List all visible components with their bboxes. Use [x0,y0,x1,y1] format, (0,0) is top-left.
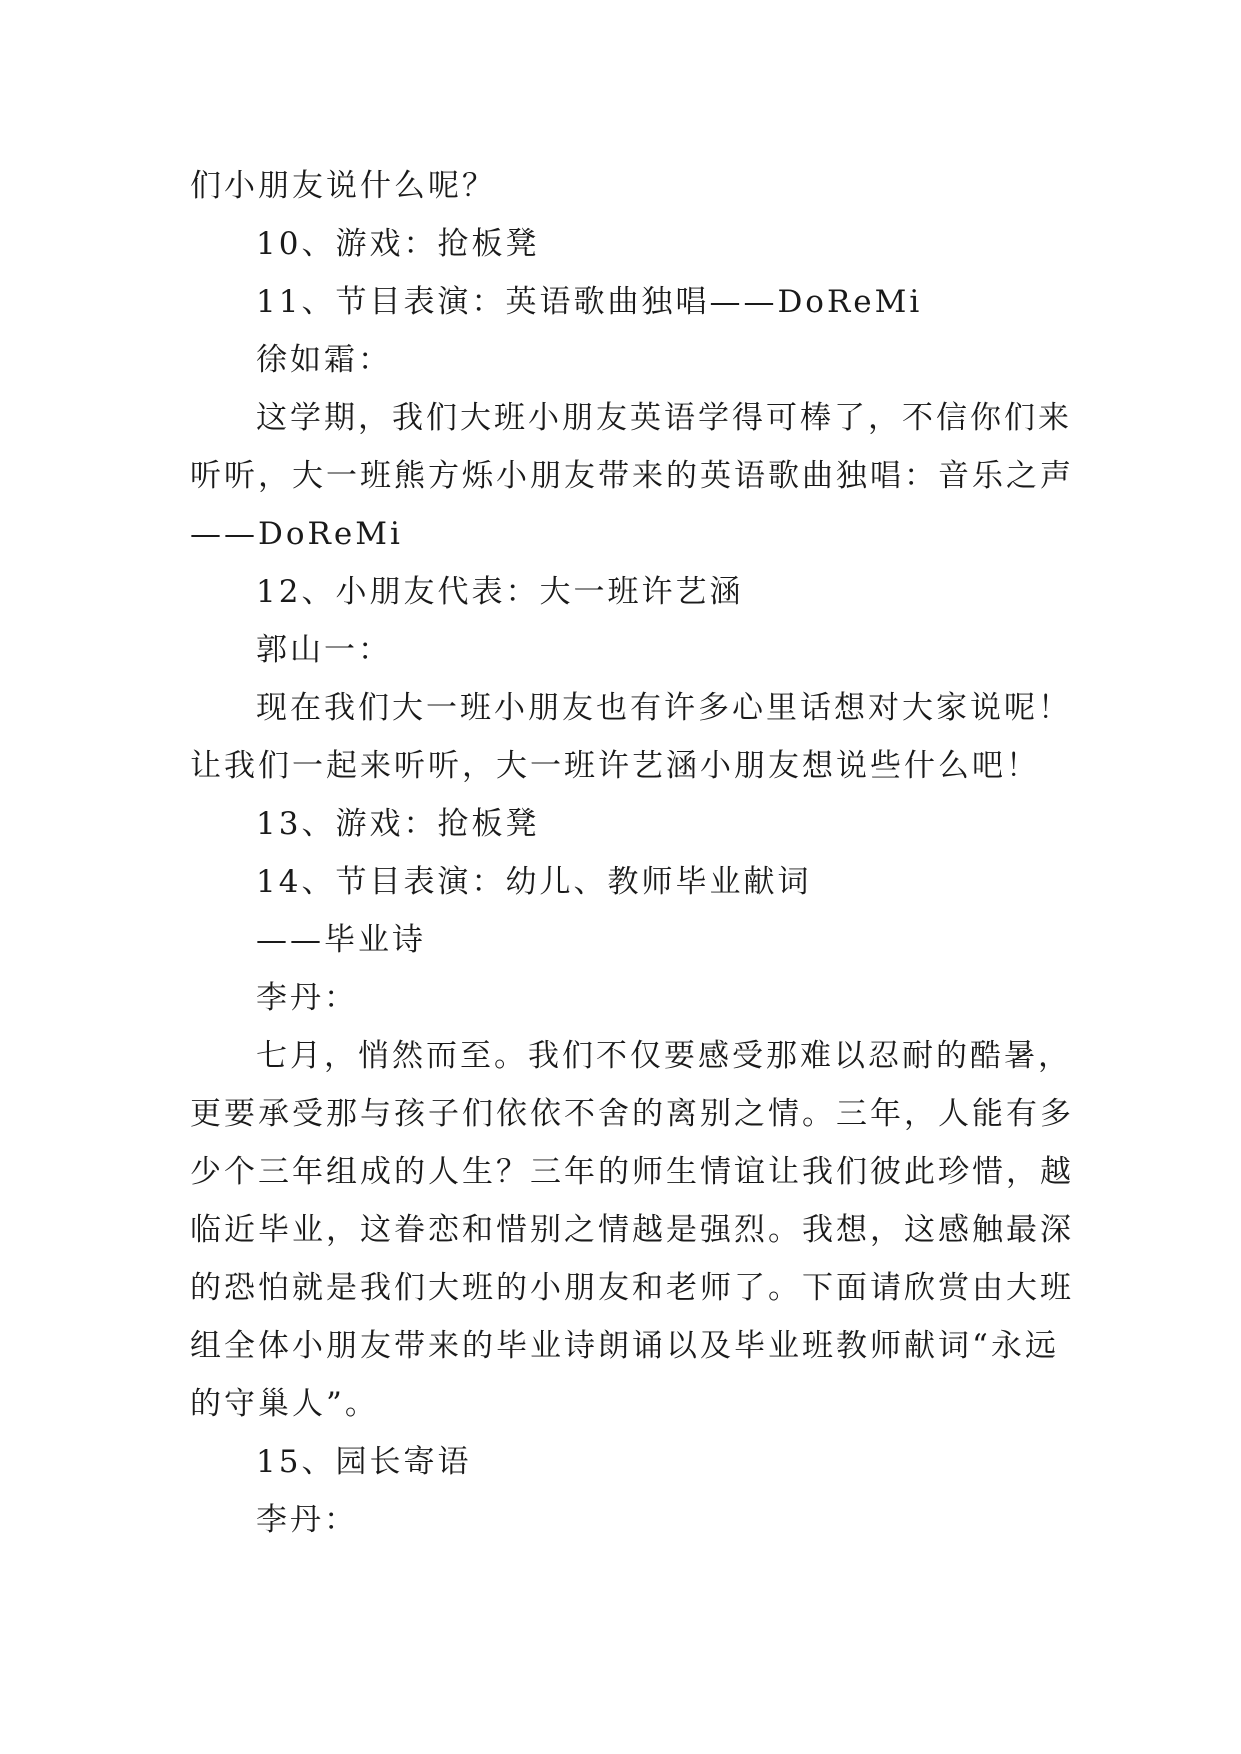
agenda-item-12: 12、小朋友代表：大一班许艺涵 [256,574,744,610]
speaker-label: 徐如霜： [256,342,392,378]
text-line: 现在我们大一班小朋友也有许多心里话想对大家说呢！ [256,690,1072,726]
text-line: ——毕业诗 [256,922,426,958]
agenda-item-15: 15、园长寄语 [256,1444,472,1480]
text-line: 组全体小朋友带来的毕业诗朗诵以及毕业班教师献词“永远 [190,1328,1059,1364]
agenda-item-14: 14、节目表演：幼儿、教师毕业献词 [256,864,812,900]
text-line: 听听，大一班熊方烁小朋友带来的英语歌曲独唱：音乐之声 [190,458,1074,494]
text-line: 这学期，我们大班小朋友英语学得可棒了，不信你们来 [256,400,1072,436]
text-line: 们小朋友说什么呢？ [190,168,496,204]
text-line: 的守巢人”。 [190,1386,379,1422]
text-line: 临近毕业，这眷恋和惜别之情越是强烈。我想，这感触最深 [190,1212,1074,1248]
text-line: ——DoReMi [190,516,403,552]
text-line: 七月，悄然而至。我们不仅要感受那难以忍耐的酷暑， [256,1038,1072,1074]
speaker-label: 李丹： [256,1502,358,1538]
text-line: 少个三年组成的人生？三年的师生情谊让我们彼此珍惜，越 [190,1154,1074,1190]
text-line: 的恐怕就是我们大班的小朋友和老师了。下面请欣赏由大班 [190,1270,1074,1306]
agenda-item-10: 10、游戏：抢板凳 [256,226,540,262]
speaker-label: 郭山一： [256,632,392,668]
text-line: 让我们一起来听听，大一班许艺涵小朋友想说些什么吧！ [190,748,1040,784]
text-line: 更要承受那与孩子们依依不舍的离别之情。三年，人能有多 [190,1096,1074,1132]
agenda-item-11: 11、节目表演：英语歌曲独唱——DoReMi [256,284,923,320]
agenda-item-13: 13、游戏：抢板凳 [256,806,540,842]
speaker-label: 李丹： [256,980,358,1016]
